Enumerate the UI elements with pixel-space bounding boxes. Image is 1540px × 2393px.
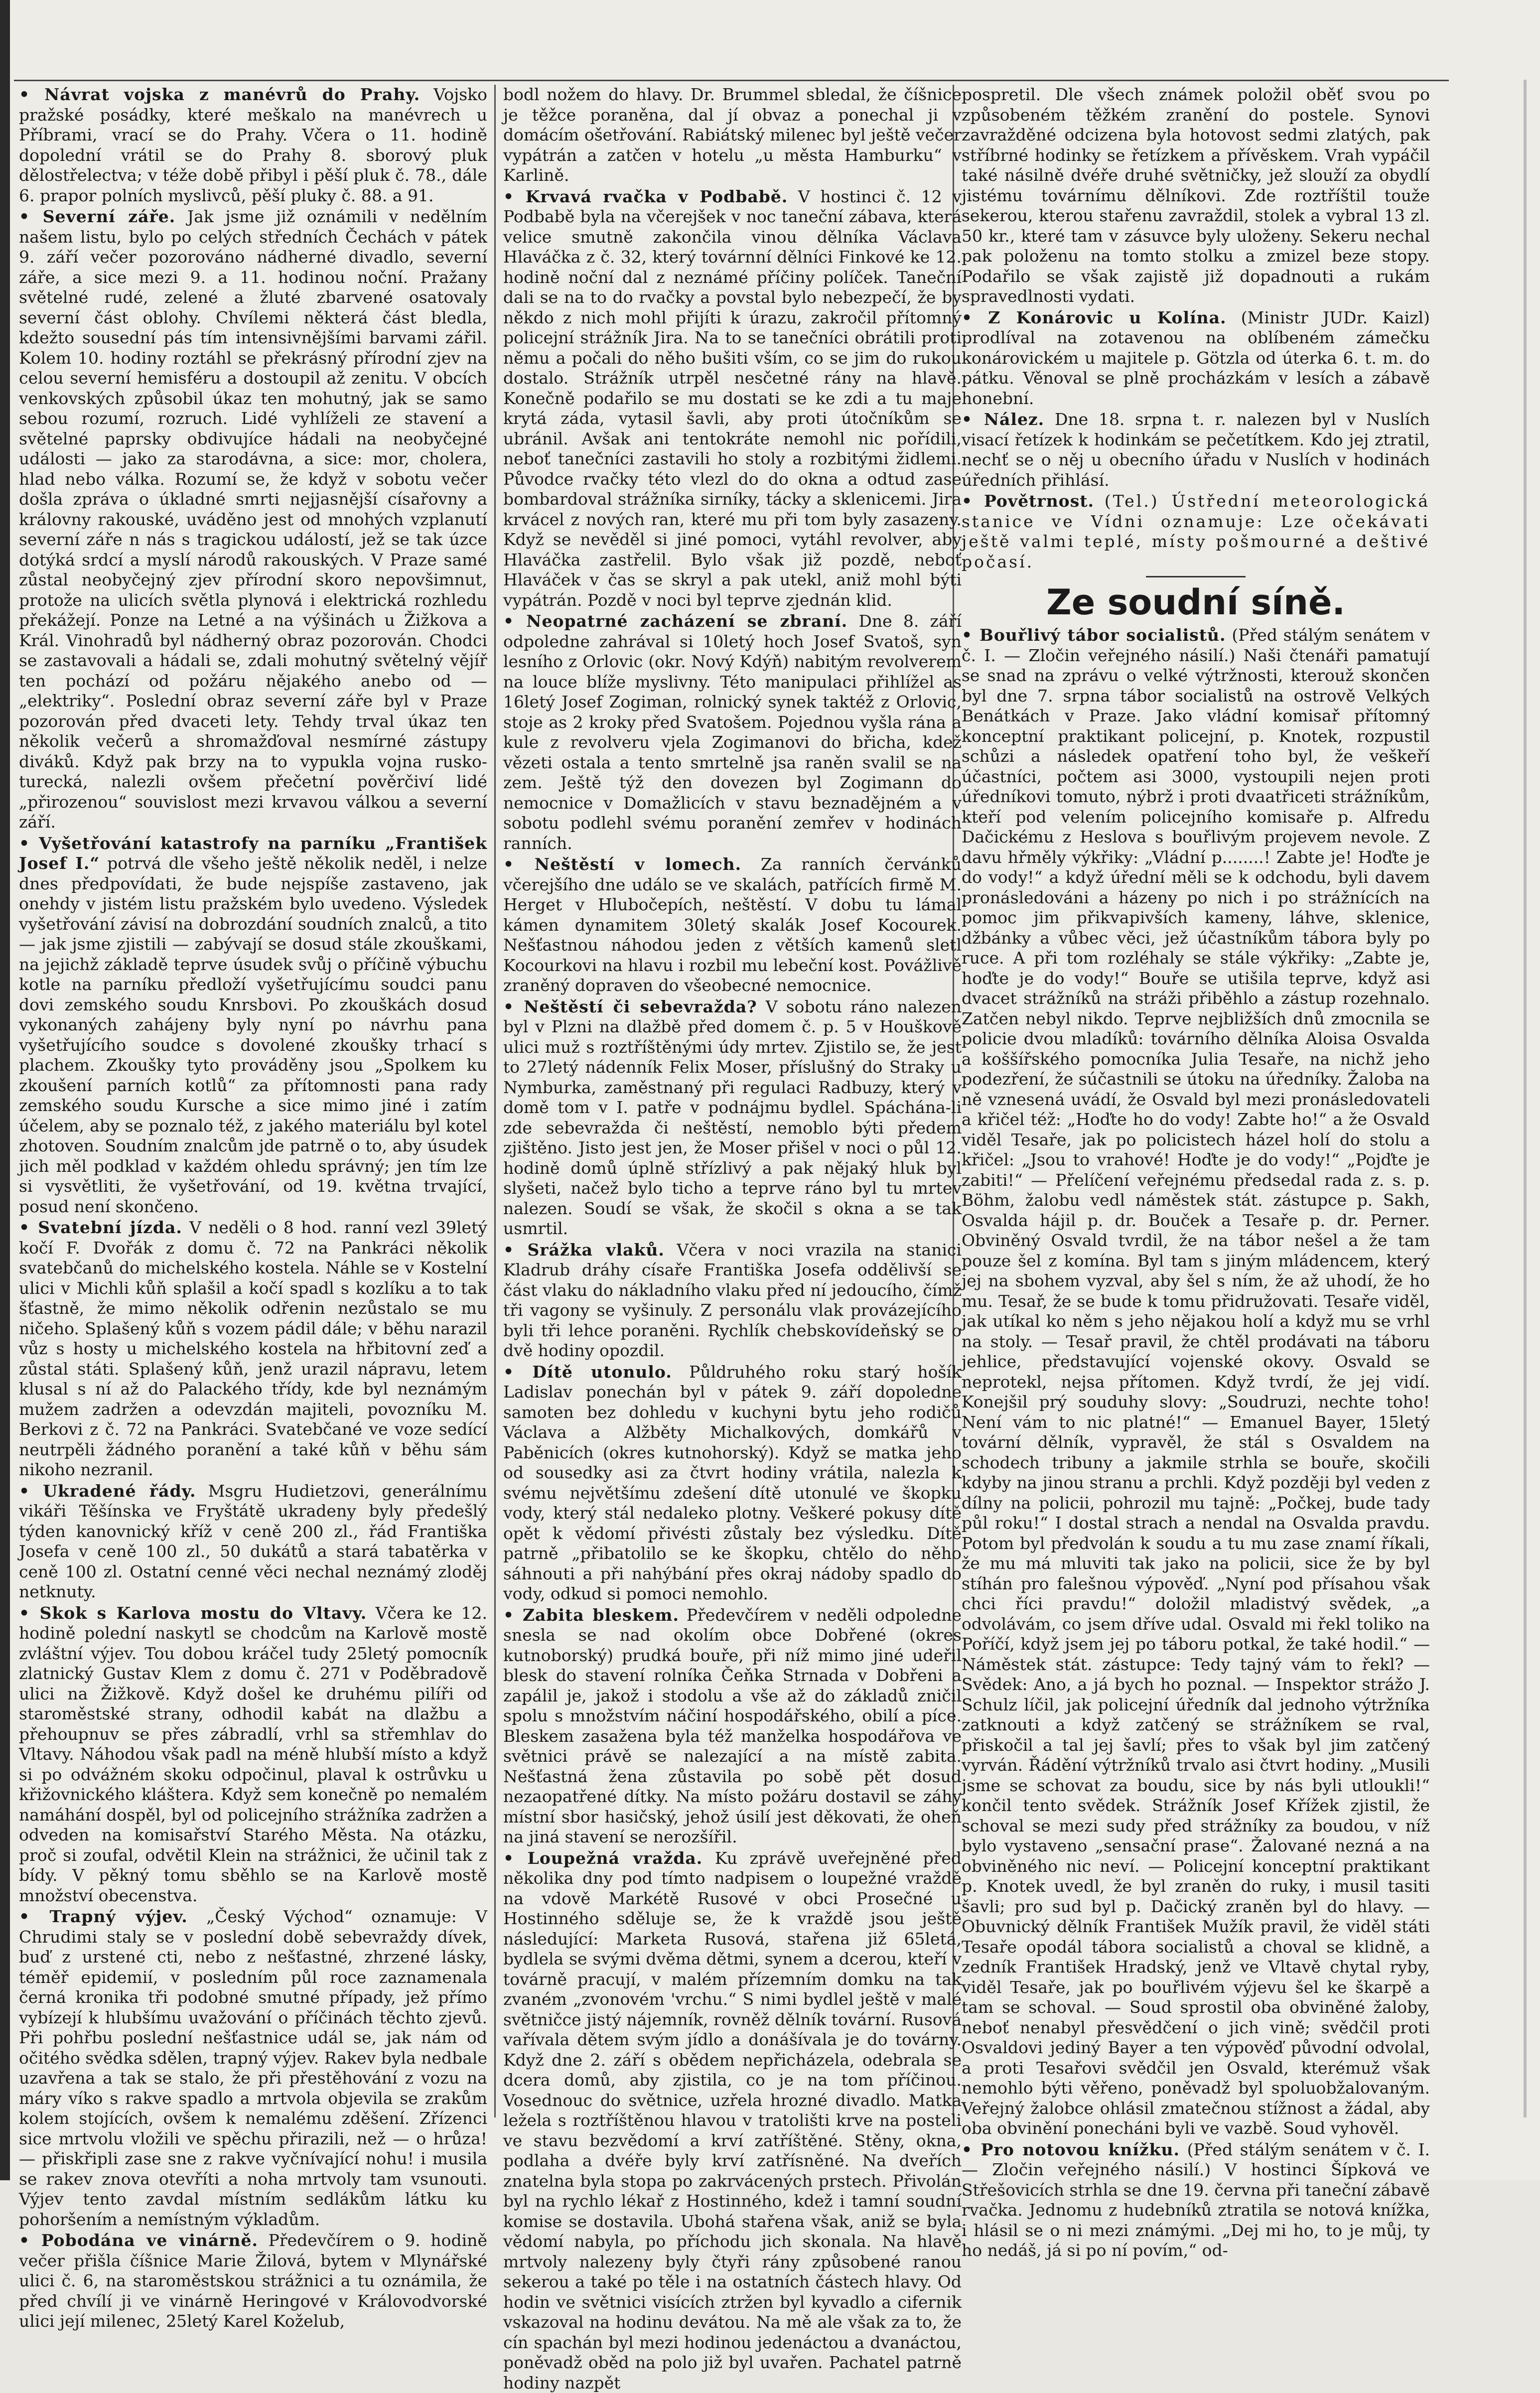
article — [19, 1907, 487, 2230]
article-body: V hostinci č. 12 v Podbabě byla na včerejšek v noc taneční zábava, která velice smutně zakončila vinou dělníka Václava Hlaváčka z č. 32, který továrnní dělníci Finkové ke 12. hodině noční dal z neznámé příčiny políček. Taneční dali se na to do rvačky a povstal bylo nebezpečí, že by někdo z nich mohl přijíti k úrazu, zakročil přítomný policejní strážník Jira. Na to se tanečníci obrátili proti němu a počali do něho bušiti vším, co se jim do rukou dostalo. Strážník utrpěl nesčetné rány na hlavě. Konečně podařilo se mu dostati se ke zdi a tu maje krytá záda, vytasil šavli, aby proti útočníkům se ubránil. Avšak ani tentokráte nemohl nic pořídili, neboť tanečníci zastavili ho stoly a rozbitými židlemi. Původce rvačky této vlezl do do okna a odtud zase bombardoval strážníka sirníky, tácky a sklenicemi. Jira krvácel z nových ran, které mu při tom byly zasazeny. Když se nevěděl si jiné pomoci, vytáhl revolver, aby Hlaváčka zastřelil. Bylo však již pozdě, neboť Hlaváček v čas se skryl a pak utekl, aniž mohl býti vypátrán. Pozdě v noci byl teprve zjednán klid. — [503, 187, 962, 610]
article-heading: • Povětrnost. — [962, 491, 1094, 511]
article-body: Msgru Hudietzovi, generálnímu vikáři Těšínska ve Fryštátě ukradeny byly předešlý týden kanovnický kříž v ceně 200 zl., řád Františka Josefa v ceně 100 zl., 50 dukátů a stará tabatěrka v ceně 100 zl. Ostatní cenné věci nechal neznámý zloděj netknuty. — [19, 1481, 487, 1602]
article — [19, 1481, 487, 1602]
article-heading: • Z Konárovic u Kolína. — [962, 308, 1227, 327]
article-heading: • Svatební jízda. — [19, 1218, 182, 1237]
article — [503, 611, 962, 853]
article-heading: • Neštěstí v lomech. — [503, 854, 741, 874]
article — [503, 1362, 962, 1604]
article-heading: • Návrat vojska z manévrů do Prahy. — [19, 85, 420, 104]
article-body: V neděli o 8 hod. ranní vezl 39letý kočí F. Dvořák z domu č. 72 na Pankráci několik svatebčanů do michelského kostela. Náhle se v Kostelní ulici v Michli kůň splašil a kočí spadl s kozlíku a to tak šťastně, že mimo několik odřenin nezůstalo se mu ničeho. Splašený kůň s vozem pádil dále; v běhu narazil vůz s hosty u michelského kostela na hřbitovní zeď a zůstal státi. Splašený kůň, jenž urazil nápravu, letem klusal s ní až do Palackého třídy, kde byl neznámým mužem zadržen a odevzdán majiteli, povozníku M. Berkovi z č. 72 na Pankráci. Svatebčané ve voze sedící neutrpěli žádného poranění a také kůň v běhu sám nikoho nezranil. — [19, 1218, 487, 1479]
article-body: (Tel.) Ústřední meteorologická stanice ve Vídni oznamuje: Lze očekávati ještě valmi teplé, místy pošmourné a deštivé počasí. — [962, 491, 1430, 571]
article — [962, 308, 1430, 409]
article-body: Dne 8. září odpoledne zahrával si 10letý hoch Josef Svatoš, syn lesního z Orlovic (okr. Nový Kdýň) nabitým revolverem na louce blíže myslivny. Této manipulaci přihlížel as 16letý Josef Zogiman, rolnický synek taktéž z Orlovic, stoje as 2 kroky před Svatošem. Pojednou vyšla rána a kule z revolveru vjela Zogimanovi do břicha, kdež vězeti ostala a tento smrtelně jsa raněn svalil se na zem. Ještě týž den dovezen byl Zogimann do nemocnice v Domažlicích v stavu beznadějném a v sobotu podlehl svému poranění zemřev v hodinách ranních. — [503, 611, 962, 853]
article-heading: • Krvavá rvačka v Podbabě. — [503, 187, 788, 206]
article — [503, 1848, 962, 2393]
section-title: Ze soudní síně. — [962, 582, 1430, 622]
article-heading: • Nález. — [962, 410, 1044, 429]
column-2 — [503, 85, 962, 2117]
article-heading: • Skok s Karlova mostu do Vltavy. — [19, 1603, 367, 1623]
article-heading: • Loupežná vražda. — [503, 1848, 702, 1868]
article-heading: • Dítě utonulo. — [503, 1362, 672, 1382]
article-body: Půldruhého roku starý hošík Ladislav ponechán byl v pátek 9. září dopoledne samoten bez dohledu v kuchyni bytu jeho rodičů Václava a Alžběty Michalkových, domkářů v Paběnicích (okres kutnohorský). Když se matka jeho od sousedky asi za čtvrt hodiny vrátila, nalezla k svému největšímu zdešení dítě utonulé ve škopku vody, který stál nedaleko plotny. Veškeré pokusy dítě opět k vědomí přivésti zůstaly bez výsledku. Dítě patrně „přibatolilo se ke škopku, chtělo do něho sáhnouti a při nahýbání přes okraj nádoby spadlo do vody, odkud si pomoci nemohlo. — [503, 1362, 962, 1604]
article-heading: • Bouřlivý tábor socialistů. — [962, 625, 1226, 645]
article-body: V sobotu ráno nalezen byl v Plzni na dlažbě před domem č. p. 5 v Houškově ulici muž s roztříštěnými údy mrtev. Zjistilo se, že jest to 27letý nádenník Felix Moser, příslušný do Straky u Nymburka, zaměstnaný při regulaci Radbuzy, který v domě tom v I. patře v podnájmu bydlel. Spáchána-li zde sebevražda či neštěstí, nemoblo býti předem zjištěno. Jisto jest jen, že Moser přišel v noci o půl 12. hodině domů úplně střízlivý a pak nějaký hluk byl slyšeti, načež bylo ticho a teprve ráno byl tu mrtev nalezen. Soudí se však, že skočil s okna a se tak usmrtil. — [503, 997, 962, 1239]
article-heading: • Neštěstí či sebevražda? — [503, 997, 757, 1016]
article-heading: • Ukradené řády. — [19, 1481, 196, 1501]
article-body: (Ministr JUDr. Kaizl) prodlíval na zotavenou na oblíbeném zámečku konárovickém u majitele p. Götzla od úterka 6. t. m. do pátku. Věnoval se plně procházkám v lesích a zábavě honební. — [962, 308, 1430, 408]
article-body: Předevčírem v neděli odpoledne snesla se nad okolím obce Dobřené (okres kutnoborský) prudká bouře, při níž mimo jiné udeřil blesk do stavení rolníka Čeňka Strnada v Dobřeni a zapálil je, jakož i stodolu a vše až do základů zničil spolu s množstvím náčiní hospodářského, obilí a píce. Bleskem zasažena byla též manželka hospodářova ve světnici právě se nalezající a na místě zabita. Nešťastná žena zůstavila po sobě pět dosud nezaopatřené dítky. Na místo požáru dostavil se záhy místní sbor hasičský, jehož úsilí jest děkovati, že oheň na jiná stavení se nerozšířil. — [503, 1605, 962, 1847]
article — [19, 1218, 487, 1480]
article-heading: • Neopatrné zacházení se zbraní. — [503, 611, 847, 631]
article-body: Předevčírem o 9. hodině večer přišla číšnice Marie Žilová, bytem v Mlynářské ulici č. 6, na staroměstskou strážnici a tu oznámila, že před chvílí ji ve vinárně Heringové v Královodvorské ulici její milenec, 25letý Karel Koželub, — [19, 2231, 487, 2331]
article — [503, 187, 962, 611]
article-body: potrvá dle všeho ještě několik neděl, i nelze dnes předpovídati, že bude nejspíše zastaveno, jak onehdy v jistém listu pražském bylo uvedeno. Výsledek vyšetřování závisí na dobrozdání soudních znalců, a tito — jak jsme zjistili — zabývají se dosud stále zkouškami, na jejichž základě teprve úsudek svůj o příčině výbuchu kotle na parníku předloží vyšetřujícímu soudci panu dovi zemského soudu Knrsbovi. Po zkouškách dosud vykonaných zahájeny byly nyní po návrhu pana vyšetřujícího soudce s dovolené zkoušky trhací s plachem. Zkoušky tyto prováděny jsou „Spolkem ku zkoušení parních kotlů“ za přítomnosti pana rady zemského soudu Kursche a sice mimo jiné i zatím účelem, aby se poznalo též, z jakého materiálu byl kotel zhotoven. Soudním znalcům jde patrně o to, aby úsudek jich měl podklad v každém ohledu správný; jen tím lze si vysvětliti, že vyšetřování, od 19. května trvající, posud není skončeno. — [19, 853, 487, 1216]
article — [19, 85, 487, 206]
article-body: Vojsko pražské posádky, které meškalo na manévrech u Příbrami, vrací se do Prahy. Včera o 11. hodině dopolední vrátil se do Prahy 8. sborový pluk dělostřelectva; v téže době přibyl i pěší pluk č. 78., dále 6. prapor polních myslivců, pěší pluky č. 88. a 91. — [19, 85, 487, 205]
article-body: pospretil. Dle všech známek položil oběť svou po způsobeném těžkém zranění do postele. Synovi zavražděné odcizena byla hotovost sedmi zlatých, pak stříbrné hodinky se řetízkem a přívěskem. Vrah vypáčil také násilně dvéře druhé světničky, jež slouží za obydlí jistému továrnímu dělníkovi. Zde roztříštil touže sekerou, kterou stařenu zavraždil, stolek a vybral 13 zl. 50 kr., které tam v zásuvce byly uloženy. Sekeru nechal pak položenu na tomto stolku a zmizel beze stopy. Podařilo se však zajistě již dopadnouti a rukám spravedlnosti vydati. — [962, 85, 1430, 306]
article — [962, 85, 1430, 307]
article-body: Dne 18. srpna t. r. nalezen byl v Nuslích visací řetízek k hodinkám se pečetítkem. Kdo jej ztratil, nechť se o něj u obecního úřadu v Nuslích v hodinách úředních přihlásí. — [962, 410, 1430, 490]
article — [503, 1605, 962, 1847]
article — [962, 2140, 1430, 2261]
column-3 — [962, 85, 1430, 2117]
right-page-edge — [1524, 80, 1527, 2117]
article — [962, 625, 1430, 2139]
article — [19, 834, 487, 1217]
article-heading: • Pro notovou knížku. — [962, 2140, 1180, 2159]
article-body: bodl nožem do hlavy. Dr. Brummel sbledal, že číšnice je těžce poraněna, dal jí obvaz a ponechal ji v domácím ošetřování. Rabiátský milenec byl ještě večer vypátrán a zatčen v hotelu „u města Hamburku“ v Karlině. — [503, 85, 962, 185]
article — [962, 410, 1430, 490]
article — [503, 85, 962, 186]
article-body: Ku zprávě uveřejněné před několika dny pod tímto nadpisem o loupežné vraždě na vdově Markétě Rusové v obci Prosečné u Hostinného sděluje se, že k vraždě jsou ještě následující: Marketa Rusová, stařena již 65letá, bydlela se svými dvěma dětmi, synem a dcerou, kteří v továrně pracují, v malém přízemním domku na tak zvaném „zvonovém 'vrchu.“ S nimi bydlel ještě v malé světničce jistý nájemník, rovněž dělník tovární. Rusová vařívala dětem svým jídlo a donášívala je do továrny. Když dne 2. září s obědem nepřicházela, odebrala se dcera domů, aby zjistila, co je na tom příčinou. Vosednouc do světnice, uzřela hrozné divadlo. Matka ležela s roztříštěnou hlavou v tratolišti krve na posteli ve stavu bezvědomí a krví zatříštěné. Stěny, okna, podlaha a dvéře byly krví zatřísněné. Na dveřích znatelna byla stopa po zakrvácených prstech. Přivolán byl na rychlo lékař z Hostinného, kdež i tamní soudní komise se dostavila. Ubohá stařena však, aniž se byla vědomí nabyla, po příchodu jich skonala. Na hlavě mrtvoly nalezeny byly čtyři rány způsobené ranou sekerou a také po těle i na ostatních částech hlavy. Od hodin ve světnici visících ztržen byl kyvadlo a cifernik vskazoval na hodinu devátou. Na mě ale však za to, že cín spachán byl mezi hodinou jedenáctou a dvanáctou, poněvadž oběd na polo již byl uvařen. Pachatel patrně hodiny nazpět — [503, 1848, 962, 2393]
article-body: Včera v noci vrazila na stanici Kladrub dráhy císaře Františka Josefa oddělivší se část vlaku do nákladního vlaku před ní jedoucího, čímž tři vagony se vyšinuly. Z personálu vlak provázejícího byli tři lehce poraněni. Rychlík chebskovídeňský se o dvě hodiny opozdil. — [503, 1240, 962, 1361]
article — [503, 854, 962, 996]
scan-edge — [0, 0, 10, 2180]
article — [19, 2231, 487, 2332]
article-body: Za ranních červánků včerejšího dne událo se ve skalách, patřících firmě M. Herget v Hlubočepích, neštěstí. V dobu tu lámal kámen dynamitem 30letý skalák Josef Kocourek. Nešťastnou náhodou jeden z větších kamenů sletl Kocourkovi na hlavu i rozbil mu lebeční kost. Povážlivě zraněný dopraven do všeobecné nemocnice. — [503, 854, 962, 995]
article — [19, 207, 487, 833]
section-separator — [1146, 576, 1246, 577]
article-heading: • Zabita bleskem. — [503, 1605, 679, 1625]
article — [19, 1603, 487, 1906]
article — [503, 997, 962, 1239]
article-body: (Před stálým senátem v č. I. — Zločin veřejného násilí.) Naši čtenáři pamatují se snad na zprávu o velké výtržnosti, kterouž skončen byl dne 7. srpna tábor socialistů na ostrově Velkých Benátkách v Praze. Jako vládní komisař přítomný konceptní praktikant policejní, p. Knotek, rozpustil schůzi a následek opatření toho byl, že veškeří účastníci, počtem asi 3000, vystoupili nejen proti úředníkovi tomuto, nýbrž i proti dvaatřiceti strážníkům, kteří pod velením policejního komisaře p. Alfredu Dačickému z Heslova s bouřlivým projevem nevole. Z davu hřměly výkřiky: „Vládní p........! Zabte je! Hoďte je do vody!“ a když úřední měli se k odchodu, byli davem pronásledováni a házeny po nich i po strážnících na pomoc jim přikvapivších kameny, láhve, sklenice, džbánky a vůbec věci, jež účastníkům tábora byly po ruce. A při tom rozléhaly se stále výkřiky: „Zabte je, hoďte je do vody!“ Bouře se utišila teprve, když asi dvacet strážníků na stráži přiběhlo a zástup rozehnalo. Zatčen nebyl nikdo. Teprve nejbližších dnů zmocnila se policie dvou mladíků: továrního dělníka Aloisa Osvalda a koššířského pomocníka Julia Tesaře, na nichž jeho podezření, že súčastnili se útoku na úředníky. Žaloba na ně vznesená uvádí, že Osvald byl mezi pronásledovateli a křičel též: „Hoďte ho do vody! Zabte ho!“ a že Osvald viděl Tesaře, jak po policistech házel holí do stolu a křičel: „Jsou to vrahové! Hoďte je do vody!“ „Pojďte je zabiti!“ — Přelíčení veřejnému předsedal rada z. s. p. Böhm, žalobu vedl náměstek stát. zástupce p. Sakh, Osvalda hájil p. dr. Bouček a Tesaře p. dr. Perner. Obviněný Osvald tvrdil, že na tábor nešel a že tam pouze šel z komína. Byl tam s jiným mládencem, který jej na sbohem vyzval, aby šel s ním, že až uhodí, že ho mu. Tesař, že se bude k tomu přidružovati. Tesaře viděl, jak utíkal ko něm s jeho nějakou holí a když mu se vrhl na stoly. — Tesař pravil, že chtěl prodávati na táboru jehlice, představující vojenské okovy. Osvald se neprotekl, nejsa přítomen. Když tvrdí, že jej vidí. Konejšil prý souduhy slovy: „Soudruzi, nechte toho! Není vám to nic platné!“ — Emanuel Bayer, 15letý tovární dělník, vypravěl, že stál s Osvaldem na schodech tribuny a jakmile strhla se bouře, skočili kdyby na jinou stranu a prchli. Když později byl veden z dílny na policii, pohrozil mu tajně: „Počkej, bude tady půl roku!“ I dostal strach a nendal na Osvalda pravdu. Potom byl předvolán k soudu a tu mu zase znamí říkali, že mu má mluviti tak jako na policii, sice že by byl stíhán pro falešnou výpověď. „Nyní pod přísahou však chci říci pravdu!“ doložil mladistvý svědek, „a odvolávám, co jsem dříve udal. Osvald mi řekl toliko na Poříčí, když jsem jej po táboru potkal, že také hodil.“ — Náměstek stát. zástupce: Tedy tajný vám to řekl? — Svědek: Ano, a já bych ho poznal. — Inspektor strážo J. Schulz líčil, jak policejní úředník dal jednoho výtržníka zatknouti a když zatčený se strážníkem se rval, přiskočil a tal jej šavlí; přes to však byl jim zatčený vyrván. Řádění výtržníků trvalo asi čtvrt hodiny. „Musili jsme se schovat za boudu, sice by nás byli utloukli!“ končil tento svědek. Strážník Josef Křížek zjistil, že schoval se mezi sudy před strážníky za boudou, v níž bylo vystaveno „sensační prase“. Žalované nezná a na obviněného nic neví. — Policejní konceptní praktikant p. Knotek uvedl, že byl zraněn do ruky, i musil tasiti šavli; pro sud byl p. Dačický zraněn byl do hlavy. — Obuvnický dělník František Mužík pravil, že viděl státi Tesaře opodál tábora socialistů a choval se klidně, a zedník František Hradský, jenž ve Vltavě chytal ryby, viděl Tesaře, jak po bouřlivém výjevu šel ke škarpě a tam se schoval. — Soud sprostil oba obviněné žaloby, neboť nenabyl přesvědčení o jich vině; svědčil proti Osvaldovi jediný Bayer a ten výpověď původní odvolal, a proti Tesařovi svědčil jen Osvald, kterémuž však nemohlo býti věřeno, poněvadž byl spoluobžalovaným. Veřejný žalobce ohlásil zmatečnou stížnost a žádal, aby oba obvinění ponecháni byli ve vazbě. Soud vyhověl. — [962, 625, 1430, 2138]
article-body: Jak jsme již oznámili v nedělním našem listu, bylo po celých středních Čechách v pátek 9. září večer pozorováno nádherné divadlo, severní záře, a sice mezi 9. a 11. hodinou noční. Pražany světelné rudé, zelené a žluté zbarvené osatovaly severní část oblohy. Chvílemi některá část bledla, kdežto sousední pás tím intensivnějšími barvami zářil. Kolem 10. hodiny roztáhl se překrásný přírodní zjev na celou severní hemisféru a dostoupil až zenitu. V obcích venkovských způsobil úkaz ten mohutný, jak se samo sebou rozumí, rozruch. Lidé vyhlíželi ze stavení a světelné paprsky obdivujíce hádali na neobyčejné události — jako za starodávna, a sice: mor, cholera, hlad nebo válka. Rozumí se, že když v sobotu večer došla zpráva o úkladné smrti nejjasnější císařovny a královny rakouské, uváděno jest od mnohých vzplanutí severní záře n nás s tragickou událostí, jež se tak úzce dotýká srdcí a myslí národů rakouských. V Praze samé zůstal neobyčejný zjev přírodní skoro nepovšimnut, protože na ulicích světla plynová i elektrická rozhledu překážejí. Ponze na Letné a na výšinách u Žižkova a Král. Vinohradů byl nádherný obraz pozorován. Chodci se zastavovali a hádali se, zdali mohutný světelný vějíř ten pochází od požáru nějakého anebo od — „elektriky“. Poslední obraz severní záře byl v Praze pozorován před dvaceti lety. Tehdy trval úkaz ten několik večerů a shromažďoval nesmírné zástupy diváků. Když pak brzy na to vypukla vojna rusko-turecká, nalezli ovšem přečetní pověrčiví lidé „přirozenou“ souvislost mezi krvavou válkou a severní září. — [19, 207, 487, 832]
article-heading: • Vyšetřování katastrofy na parníku „František Josef I.“ — [19, 834, 487, 873]
article-heading: • Trapný výjev. — [19, 1907, 188, 1926]
article-heading: • Pobodána ve vinárně. — [19, 2231, 258, 2250]
article-body: (Před stálým senátem v č. I. — Zločin veřejného násilí.) V hostinci Šípková ve Střešovicích strhla se dne 19. června při taneční zábavě rvačka. Jednomu z hudebníků ztratila se notová knížka, i hlásil se o ni mezi známými. „Dej mi ho, to je můj, ty ho nedáš, já si po ní povím,“ od- — [962, 2140, 1430, 2260]
article — [962, 491, 1430, 572]
column-1 — [19, 85, 487, 2117]
article-body: „Český Východ“ oznamuje: V Chrudimi staly se v poslední době sebevraždy dívek, buď z urstené cti, nebo z nešťastné, zhrzené lásky, téměř epidemií, v posledním půl roce zaznamenala černá kronika tři podobné smutné případy, jež přímo vybízejí k hlubšímu uvažování o příčinách těchto zjevů. Při pohřbu poslední nešťastnice udál se, jak nám od očitého svědka sdělen, trapný výjev. Rakev byla nedbale uzavřena a tak se stalo, že při přestěhování z vozu na máry víko s rakve spadlo a mrtvola objevila se zrakům kolem stojících, ovšem k nemalému zděšení. Zřízenci sice mrtvolu vložili ve spěchu přirazili, než — o hrůza! — přiskřipli zase sne z rakve vyčnívající nohu! i musila se rakev znova otevříti a noha mrtvoly tam vsunouti. Výjev tento zavdal místním sedlákům látku ku pohoršením a nemístným výkladům. — [19, 1907, 487, 2229]
column-rule — [494, 85, 496, 2117]
article-heading: • Severní záře. — [19, 207, 175, 226]
article-body: Včera ke 12. hodině polední naskytl se chodcům na Karlově mostě zvláštní výjev. Tou dobou kráčel tudy 25letý pomocník zlatnický Gustav Klem z domu č. 271 v Poděbradově ulici na Žižkově. Když došel ke druhému pilíři od staroměstské strany, odhodil kabát na dlažbu a přehoupnuv se přes zábradlí, vrhl sa střemhlav do Vltavy. Náhodou však padl na méně hlubší místo a když si po odvážném skoku odpočinul, plaval k ostrůvku u křižovnického kláštera. Když sem konečně po nemalém namáhání dospěl, byl od policejního strážníka zadržen a odveden na komisařství Starého Města. Na otázku, proč si zoufal, odvětil Klein na strážnici, že učinil tak z bídy. V pěkný tomu sběhlo se na Karlově mostě množství obecenstva. — [19, 1603, 487, 1905]
top-rule — [14, 80, 1449, 81]
article-heading: • Srážka vlaků. — [503, 1240, 665, 1260]
article — [503, 1240, 962, 1361]
